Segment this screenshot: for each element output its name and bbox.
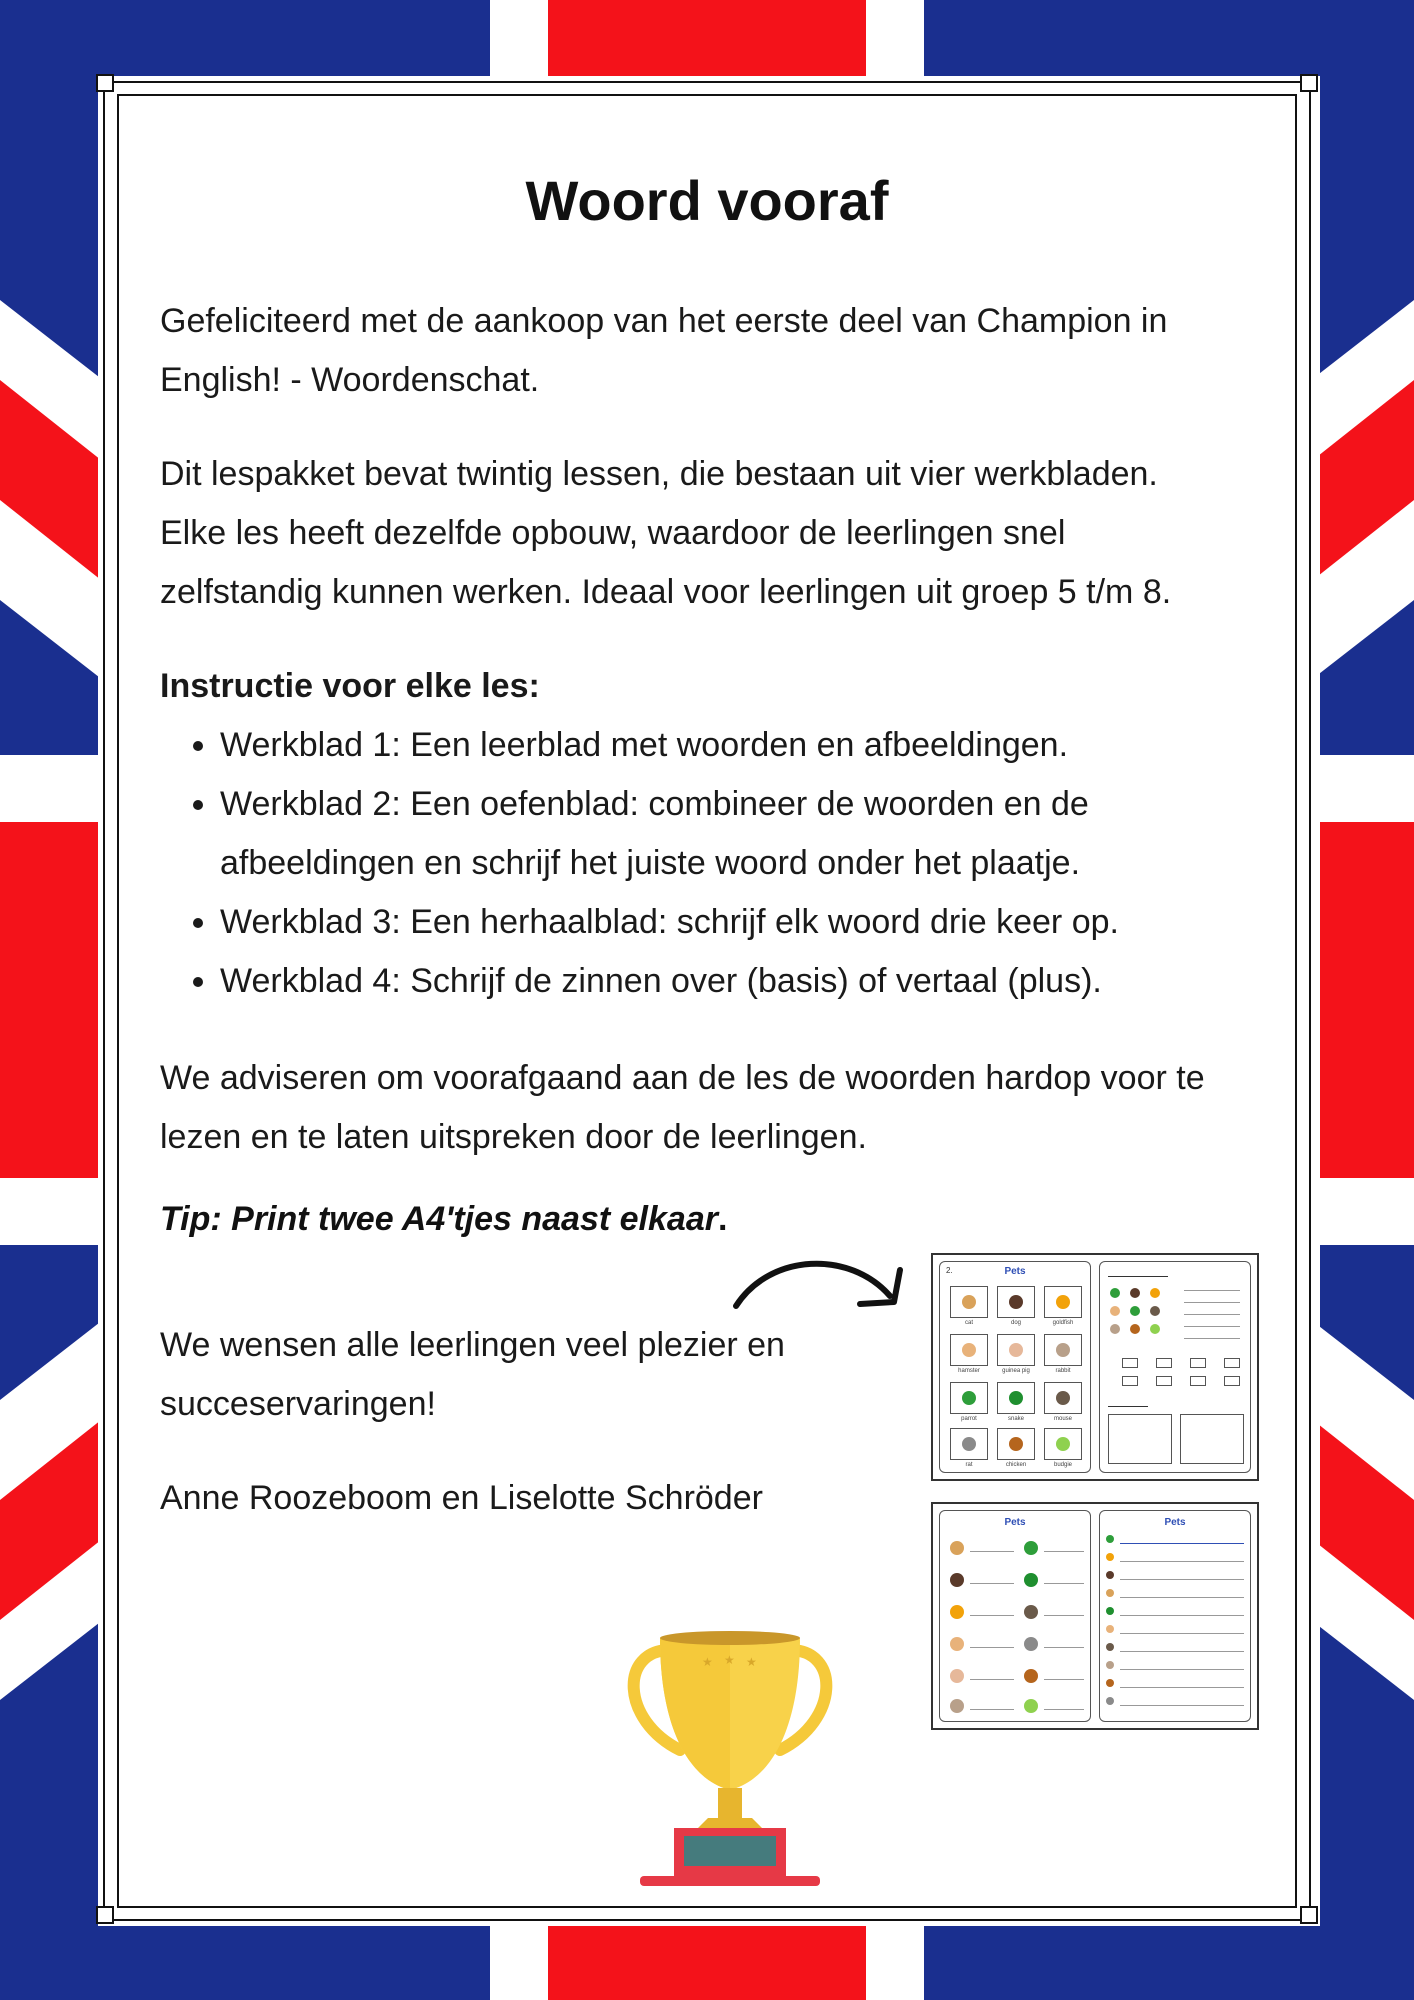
worksheet-page: [1099, 1261, 1251, 1473]
word-label: dog: [1010, 1320, 1021, 1326]
authors: Anne Roozeboom en Liselotte Schröder: [160, 1479, 763, 1517]
advice-line-1: We adviseren om voorafgaand aan de les de woorden hardop voor te: [160, 1059, 1205, 1097]
frame-corner: [96, 74, 114, 92]
word-label: rat: [965, 1462, 973, 1468]
print-tip-period: .: [717, 1200, 728, 1238]
word-label: snake: [1007, 1416, 1024, 1422]
svg-text:★: ★: [746, 1655, 757, 1669]
print-tip-text: Tip: Print twee A4'tjes naast elkaar: [160, 1200, 718, 1238]
wish-line-2: succeservaringen!: [160, 1385, 436, 1423]
instructions-heading: Instructie voor elke les:: [160, 667, 540, 705]
word-label: cat: [964, 1320, 973, 1326]
worksheet-thumbnail-bottom: [931, 1502, 1259, 1730]
picture-cell: [950, 1286, 988, 1318]
worksheet-thumbnail-top: [931, 1253, 1259, 1481]
worksheet-title: Pets: [1004, 1517, 1026, 1528]
print-tip: [160, 1200, 727, 1239]
svg-text:★: ★: [702, 1655, 713, 1669]
worksheet-title: Pets: [1164, 1517, 1186, 1528]
package-line-2: Elke les heeft dezelfde opbouw, waardoor de leerlingen snel: [160, 514, 1066, 552]
arrow-icon: [730, 1248, 905, 1318]
instruction-item: • Werkblad 1: Een leerblad met woorden en afbeeldingen.: [220, 716, 1270, 775]
picture-cell: [1044, 1382, 1082, 1414]
package-line-3: zelfstandig kunnen werken. Ideaal voor leerlingen uit groep 5 t/m 8.: [160, 573, 1172, 611]
instruction-item: • Werkblad 2: Een oefenblad: combineer de woorden en de afbeeldingen en schrijf het juiste woord onder het plaatje.: [220, 775, 1270, 893]
worksheet-title: Pets: [1004, 1266, 1026, 1277]
frame-corner: [1300, 74, 1318, 92]
word-label: mouse: [1053, 1416, 1072, 1422]
instructions-list: [160, 716, 1270, 1011]
intro-line-2: English! - Woordenschat.: [160, 361, 540, 399]
lesson-number: 2.: [946, 1266, 953, 1275]
frame-corner: [96, 1906, 114, 1924]
word-label: parrot: [961, 1416, 977, 1422]
picture-cell: [997, 1428, 1035, 1460]
instruction-item: • Werkblad 3: Een herhaalblad: schrijf elk woord drie keer op.: [220, 893, 1270, 952]
frame-corner: [1300, 1906, 1318, 1924]
advice-line-2: lezen en te laten uitspreken door de leerlingen.: [160, 1118, 867, 1156]
picture-cell: [950, 1428, 988, 1460]
picture-cell: [997, 1382, 1035, 1414]
word-label: guinea pig: [1002, 1368, 1030, 1374]
picture-cell: [1044, 1334, 1082, 1366]
trophy-icon: [620, 1630, 840, 1890]
package-line-1: Dit lespakket bevat twintig lessen, die bestaan uit vier werkbladen.: [160, 455, 1158, 493]
wish-line-1: We wensen alle leerlingen veel plezier en: [160, 1326, 785, 1364]
word-label: rabbit: [1055, 1368, 1071, 1374]
svg-text:★: ★: [724, 1653, 735, 1667]
worksheet-page: [939, 1510, 1091, 1722]
page-title: Woord vooraf: [525, 169, 889, 232]
word-label: goldfish: [1052, 1320, 1074, 1326]
picture-cell: [950, 1334, 988, 1366]
instruction-item: • Werkblad 4: Schrijf de zinnen over (basis) of vertaal (plus).: [220, 952, 1270, 1011]
picture-cell: [950, 1382, 988, 1414]
worksheet-page: [1099, 1510, 1251, 1722]
picture-cell: [1044, 1286, 1082, 1318]
intro-line-1: Gefeliciteerd met de aankoop van het eerste deel van Champion in: [160, 302, 1168, 340]
word-label: budgie: [1053, 1462, 1073, 1468]
worksheet-page: [939, 1261, 1091, 1473]
word-label: hamster: [958, 1368, 980, 1374]
picture-cell: [997, 1286, 1035, 1318]
word-label: chicken: [1005, 1462, 1027, 1468]
picture-cell: [1044, 1428, 1082, 1460]
picture-cell: [997, 1334, 1035, 1366]
